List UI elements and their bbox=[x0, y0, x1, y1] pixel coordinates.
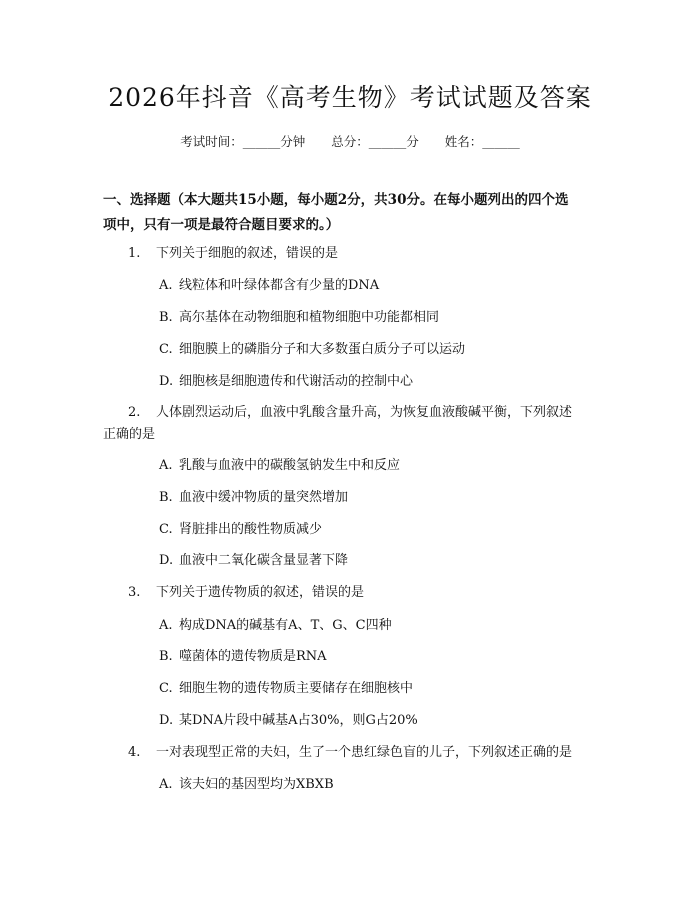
option-text: 该夫妇的基因型均为XBXB bbox=[179, 777, 334, 792]
option-text: 血液中二氧化碳含量显著下降 bbox=[179, 553, 349, 568]
question-3 bbox=[128, 583, 364, 603]
page-title: 2026年抖音《高考生物》考试试题及答案 bbox=[108, 83, 592, 112]
section-heading bbox=[103, 188, 603, 238]
option-3d bbox=[159, 711, 418, 731]
option-4a bbox=[159, 775, 334, 795]
option-text: 细胞膜上的磷脂分子和大多数蛋白质分子可以运动 bbox=[179, 342, 466, 357]
option-letter: C. bbox=[159, 342, 173, 357]
option-text: 肾脏排出的酸性物质减少 bbox=[179, 522, 323, 537]
option-text: 某DNA片段中碱基A占30%，则G占20% bbox=[179, 713, 418, 728]
question-number: 4. bbox=[128, 745, 141, 760]
question-text: 下列关于遗传物质的叙述，错误的是 bbox=[156, 585, 365, 600]
option-letter: A. bbox=[159, 278, 173, 293]
option-3a bbox=[159, 616, 392, 636]
question-text: 人体剧烈运动后，血液中乳酸含量升高，为恢复血液酸碱平衡，下列叙述 bbox=[156, 405, 573, 420]
option-letter: B. bbox=[159, 310, 173, 325]
option-2b bbox=[159, 488, 348, 508]
question-text: 一对表现型正常的夫妇，生了一个患红绿色盲的儿子，下列叙述正确的是 bbox=[156, 745, 573, 760]
option-letter: D. bbox=[159, 713, 174, 728]
option-text: 细胞核是细胞遗传和代谢活动的控制中心 bbox=[179, 374, 414, 389]
option-1b bbox=[159, 308, 439, 328]
option-2a bbox=[159, 456, 400, 476]
option-text: 线粒体和叶绿体都含有少量的DNA bbox=[179, 278, 380, 293]
question-2 bbox=[128, 403, 572, 423]
exam-time-field: 考试时间：______分钟 bbox=[180, 134, 306, 149]
question-number: 3. bbox=[128, 585, 141, 600]
question-4 bbox=[128, 743, 572, 763]
option-letter: A. bbox=[159, 777, 173, 792]
option-letter: A. bbox=[159, 458, 173, 473]
option-letter: B. bbox=[159, 490, 173, 505]
total-score-field: 总分：______分 bbox=[331, 134, 419, 149]
option-text: 构成DNA的碱基有A、T、G、C四种 bbox=[179, 618, 392, 633]
question-number: 1. bbox=[128, 246, 141, 261]
option-letter: D. bbox=[159, 374, 174, 389]
option-3b bbox=[159, 647, 327, 667]
section-heading-line: 一、选择题（本大题共15小题，每小题2分，共30分。在每小题列出的四个选 bbox=[103, 192, 569, 208]
option-3c bbox=[159, 679, 413, 699]
question-1 bbox=[128, 244, 338, 264]
option-letter: C. bbox=[159, 681, 173, 696]
option-text: 乳酸与血液中的碳酸氢钠发生中和反应 bbox=[179, 458, 401, 473]
option-letter: C. bbox=[159, 522, 173, 537]
question-number: 2. bbox=[128, 405, 141, 420]
exam-info-row bbox=[0, 133, 700, 151]
option-letter: B. bbox=[159, 649, 173, 664]
option-1d bbox=[159, 372, 413, 392]
student-name-field: 姓名：______ bbox=[444, 134, 520, 149]
option-text: 血液中缓冲物质的量突然增加 bbox=[179, 490, 349, 505]
question-text: 下列关于细胞的叙述，错误的是 bbox=[156, 246, 339, 261]
option-2d bbox=[159, 551, 348, 571]
option-2c bbox=[159, 520, 322, 540]
option-1a bbox=[159, 276, 379, 296]
option-1c bbox=[159, 340, 465, 360]
option-letter: A. bbox=[159, 618, 173, 633]
option-text: 细胞生物的遗传物质主要储存在细胞核中 bbox=[179, 681, 414, 696]
option-text: 噬菌体的遗传物质是RNA bbox=[179, 649, 327, 664]
section-heading-line: 项中，只有一项是最符合题目要求的。） bbox=[103, 217, 340, 233]
question-2-continued: 正确的是 bbox=[103, 427, 156, 442]
option-text: 高尔基体在动物细胞和植物细胞中功能都相同 bbox=[179, 310, 440, 325]
option-letter: D. bbox=[159, 553, 174, 568]
